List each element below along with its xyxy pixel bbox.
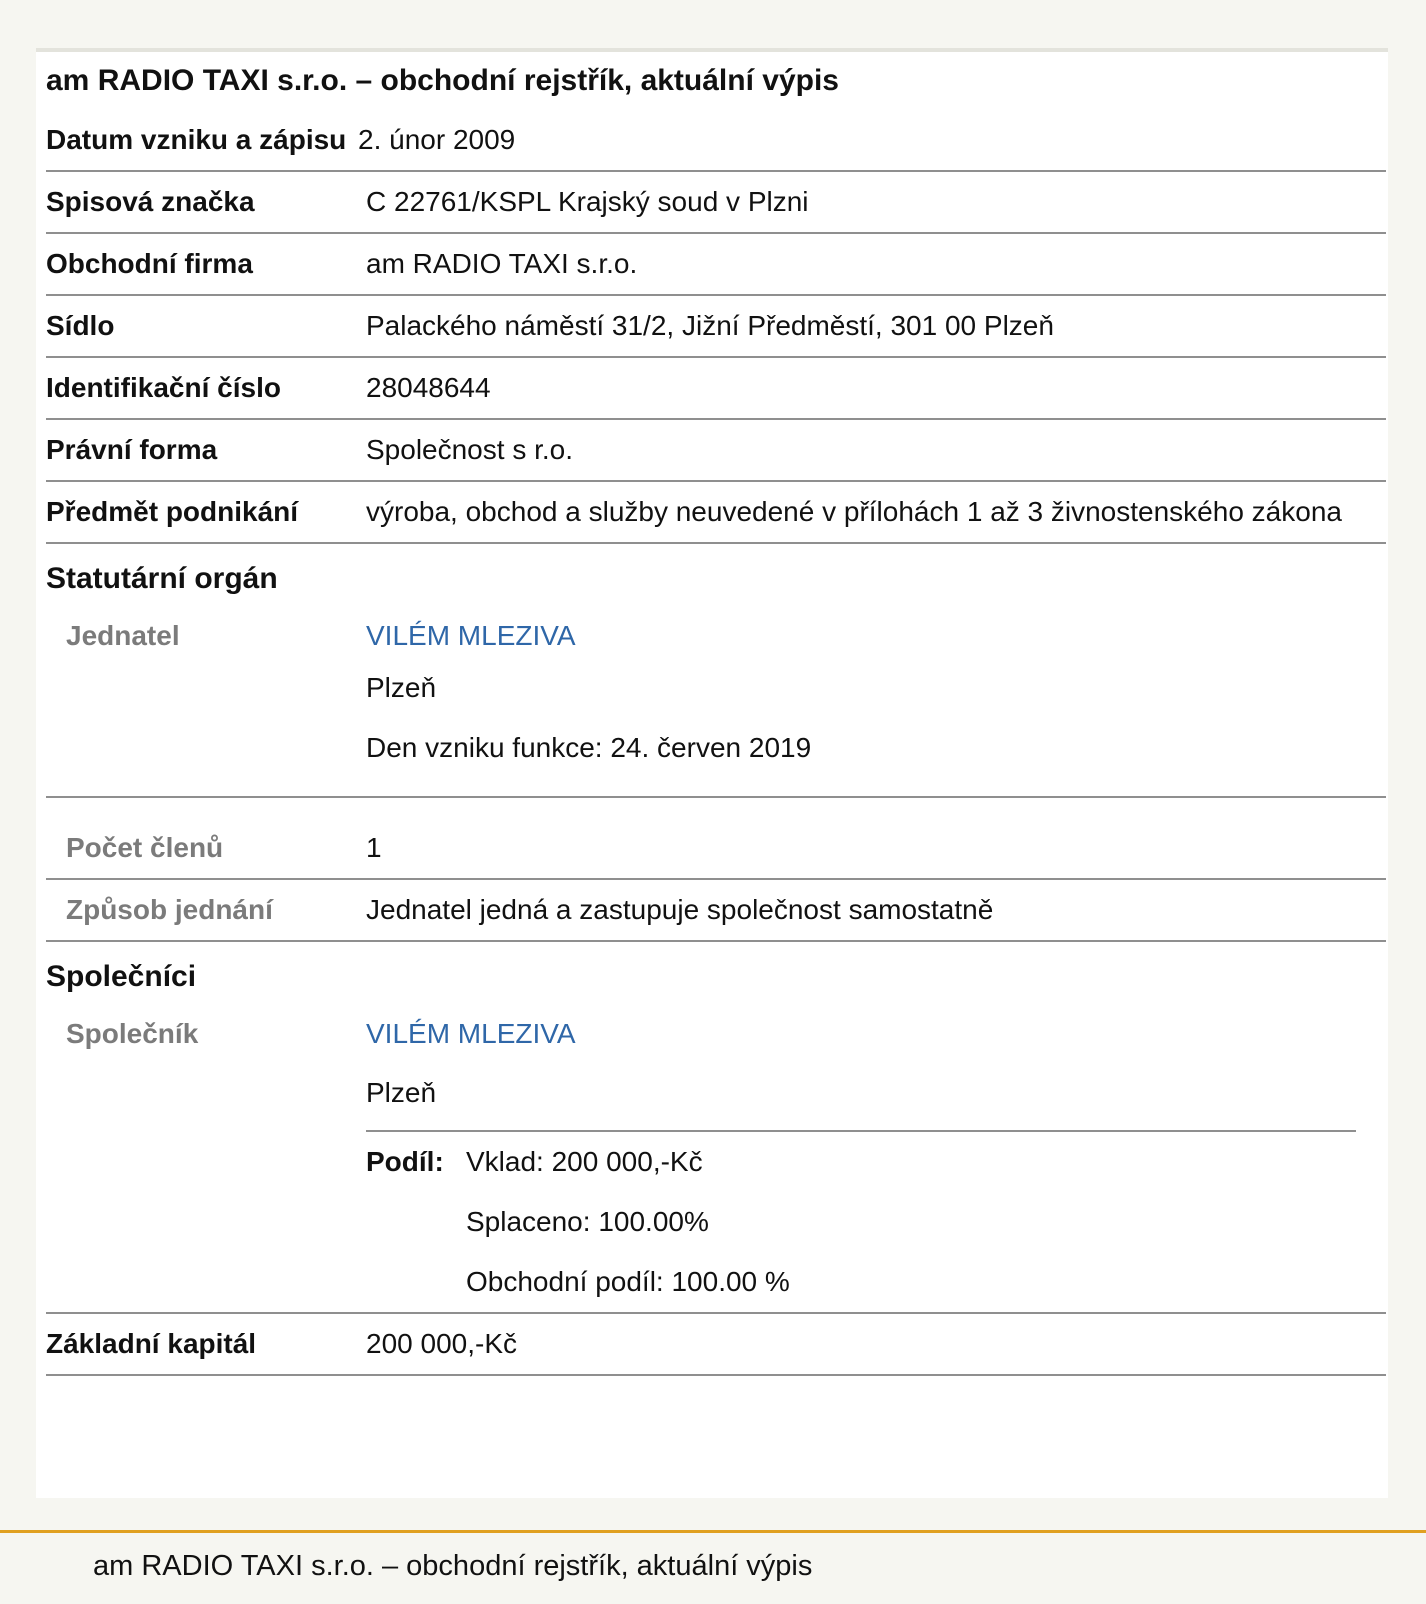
row-member-count xyxy=(46,798,1386,880)
row-file-number xyxy=(46,172,1386,234)
partner-city: Plzeň xyxy=(366,1077,437,1108)
label-seat: Sídlo xyxy=(46,310,115,341)
partner-block xyxy=(366,1012,1386,1312)
page-footer xyxy=(0,1530,1426,1604)
executive-since: Den vzniku funkce: 24. červen 2019 xyxy=(366,732,812,763)
value-founding-date: 2. únor 2009 xyxy=(358,124,516,155)
label-id-number: Identifikační číslo xyxy=(46,372,281,403)
executive-name-link[interactable]: VILÉM MLEZIVA xyxy=(366,620,576,651)
section-partners: Společníci xyxy=(46,960,197,993)
executive-block xyxy=(366,614,1386,778)
row-seat xyxy=(46,296,1386,358)
row-legal-form xyxy=(46,420,1386,482)
label-acting-method: Způsob jednání xyxy=(66,894,273,925)
share-business: Obchodní podíl: 100.00 % xyxy=(466,1266,790,1297)
value-file-number: C 22761/KSPL Krajský soud v Plzni xyxy=(366,186,809,217)
label-business-activity: Předmět podnikání xyxy=(46,496,299,527)
share-deposit: Vklad: 200 000,-Kč xyxy=(466,1146,703,1177)
row-id-number xyxy=(46,358,1386,420)
label-share-capital: Základní kapitál xyxy=(46,1328,257,1359)
row-acting-method xyxy=(46,880,1386,942)
value-id-number: 28048644 xyxy=(366,372,491,403)
partner-name-link[interactable]: VILÉM MLEZIVA xyxy=(366,1018,576,1049)
share-label: Podíl: xyxy=(366,1146,444,1177)
row-partner xyxy=(46,1012,1386,1314)
executive-city: Plzeň xyxy=(366,672,437,703)
value-business-name: am RADIO TAXI s.r.o. xyxy=(366,248,638,279)
value-legal-form: Společnost s r.o. xyxy=(366,434,574,465)
register-content xyxy=(46,52,1386,1376)
row-executive xyxy=(46,614,1386,798)
row-business-name xyxy=(46,234,1386,296)
value-seat: Palackého náměstí 31/2, Jižní Předměstí, 301 00 Plzeň xyxy=(366,310,1054,341)
label-executive: Jednatel xyxy=(66,620,180,651)
section-statutory: Statutární orgán xyxy=(46,562,278,595)
row-business-activity xyxy=(46,482,1386,544)
share-details xyxy=(466,1132,790,1312)
label-member-count: Počet členů xyxy=(66,832,224,863)
row-share-capital xyxy=(46,1314,1386,1376)
row-founding-date xyxy=(46,110,1386,172)
label-file-number: Spisová značka xyxy=(46,186,255,217)
partner-share xyxy=(366,1130,1356,1312)
label-business-name: Obchodní firma xyxy=(46,248,253,279)
register-card xyxy=(36,48,1388,1498)
label-partner: Společník xyxy=(66,1018,199,1049)
value-member-count: 1 xyxy=(366,832,382,863)
share-paid: Splaceno: 100.00% xyxy=(466,1206,709,1237)
label-legal-form: Právní forma xyxy=(46,434,218,465)
label-founding-date: Datum vzniku a zápisu xyxy=(46,124,347,155)
value-business-activity: výroba, obchod a služby neuvedené v přílohách 1 až 3 živnostenského zákona xyxy=(366,496,1342,527)
page-title: am RADIO TAXI s.r.o. – obchodní rejstřík, aktuální výpis xyxy=(46,64,839,97)
value-share-capital: 200 000,-Kč xyxy=(366,1328,517,1359)
value-acting-method: Jednatel jedná a zastupuje společnost samostatně xyxy=(366,894,994,925)
footer-title: am RADIO TAXI s.r.o. – obchodní rejstřík, aktuální výpis xyxy=(93,1550,813,1582)
